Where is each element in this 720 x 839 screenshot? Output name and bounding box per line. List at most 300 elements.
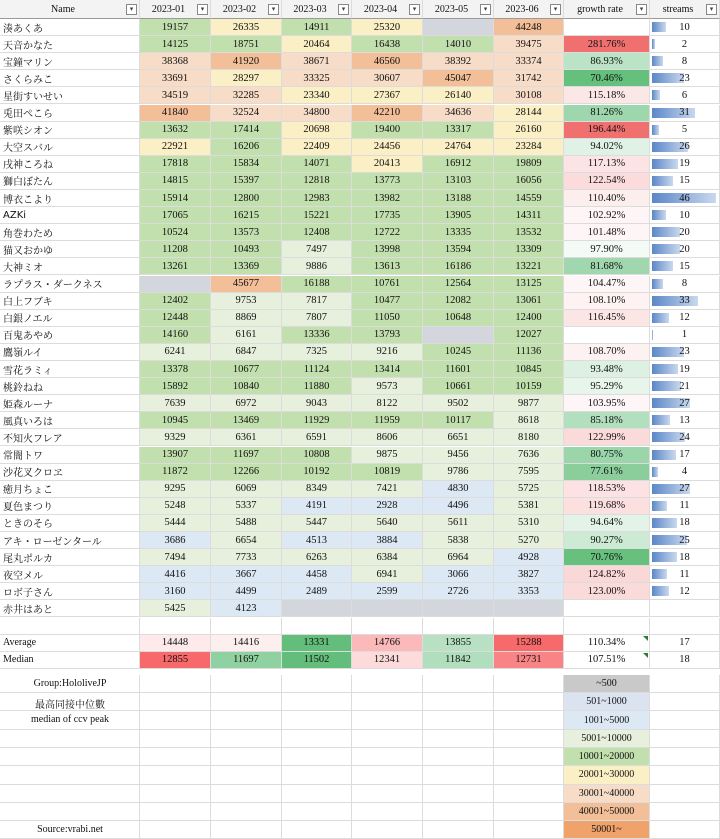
month-value-cell [423, 549, 494, 566]
growth-rate-cell [564, 532, 650, 549]
month-value-cell [211, 139, 282, 156]
cell-text: 18 [679, 517, 690, 529]
month-value-cell [211, 515, 282, 532]
growth-rate-cell [564, 36, 650, 53]
member-name [0, 361, 140, 378]
month-value-cell [211, 464, 282, 481]
cell-text: 16215 [232, 209, 260, 221]
month-value-cell [211, 70, 282, 87]
cell-text: 6654 [235, 534, 257, 546]
member-name [0, 293, 140, 310]
cell-text: 13378 [161, 363, 189, 375]
column-header-3[interactable] [282, 0, 352, 19]
cell-text: 10648 [444, 312, 472, 324]
cell-text: 15288 [515, 637, 542, 649]
month-value-cell [211, 293, 282, 310]
cell-text: 4830 [447, 483, 469, 495]
legend-swatch [564, 785, 650, 803]
month-value-cell [352, 276, 423, 293]
blank-cell [140, 803, 211, 821]
cell-text: 13335 [444, 226, 472, 238]
month-value-cell [282, 378, 352, 395]
cell-text: 108.10% [587, 295, 626, 307]
cell-text: 501~1000 [586, 696, 627, 708]
cell-text: 15397 [232, 175, 260, 187]
growth-rate-cell [564, 310, 650, 327]
summary-value-cell [211, 635, 282, 652]
cell-text: 4928 [518, 551, 539, 563]
month-value-cell [494, 498, 564, 515]
cell-text: 桃鈴ねね [3, 382, 43, 394]
month-value-cell [423, 583, 494, 600]
cell-text: 10524 [161, 226, 189, 238]
cell-text: 34800 [303, 107, 330, 119]
month-value-cell [140, 258, 211, 275]
month-value-cell [423, 207, 494, 224]
month-value-cell [352, 583, 423, 600]
blank-cell [564, 618, 650, 635]
streams-cell [650, 464, 720, 481]
cell-text: 姫森ルーナ [3, 399, 53, 411]
cell-text: 8606 [376, 431, 398, 443]
growth-rate-cell [564, 481, 650, 498]
growth-rate-cell [564, 241, 650, 258]
month-value-cell [140, 139, 211, 156]
cell-text: 13773 [373, 175, 401, 187]
streams-cell [650, 122, 720, 139]
month-value-cell [140, 293, 211, 310]
month-value-cell [140, 190, 211, 207]
cell-text: 博衣こより [3, 194, 53, 206]
month-value-cell [494, 70, 564, 87]
month-value-cell [140, 600, 211, 617]
month-value-cell [423, 156, 494, 173]
month-value-cell [423, 412, 494, 429]
streams-cell [650, 310, 720, 327]
streams-data-bar [652, 364, 678, 374]
streams-cell [650, 498, 720, 515]
cell-text: 33 [679, 295, 690, 307]
blank-cell [423, 821, 494, 839]
cell-text: 13594 [444, 243, 472, 255]
month-value-cell [140, 70, 211, 87]
cell-text: 2023-06 [505, 3, 539, 15]
column-header-5[interactable] [423, 0, 494, 19]
growth-rate-cell [564, 498, 650, 515]
month-value-cell [140, 105, 211, 122]
cell-text: 19 [679, 363, 690, 375]
month-value-cell [352, 515, 423, 532]
month-value-cell [282, 276, 352, 293]
month-value-cell [140, 361, 211, 378]
streams-data-bar [652, 125, 659, 135]
cell-text: 281.76% [587, 38, 626, 50]
cell-text: 117.13% [587, 158, 626, 170]
month-value-cell [423, 429, 494, 446]
cell-text: 13369 [232, 260, 260, 272]
cell-text: 102.92% [587, 209, 626, 221]
column-header-8[interactable] [650, 0, 720, 19]
cell-text: 110.40% [587, 192, 626, 204]
cell-text: 12448 [161, 312, 189, 324]
summary-value-cell [423, 652, 494, 669]
cell-text: 93.48% [590, 363, 623, 375]
cell-text: 12731 [515, 654, 542, 666]
blank-cell [494, 730, 564, 748]
month-value-cell [352, 532, 423, 549]
cell-text: 17414 [232, 124, 260, 136]
growth-rate-cell [564, 224, 650, 241]
month-value-cell [282, 327, 352, 344]
column-header-2[interactable] [211, 0, 282, 19]
month-value-cell [494, 19, 564, 36]
cell-text: 5611 [447, 517, 469, 529]
cell-text: 44248 [515, 21, 542, 33]
filter-dropdown-icon[interactable]: ▾ [338, 4, 349, 15]
month-value-cell [282, 53, 352, 70]
cell-text: 38368 [161, 55, 189, 67]
cell-text: 赤井はあと [3, 604, 53, 616]
month-value-cell [352, 566, 423, 583]
filter-dropdown-icon[interactable]: ▾ [550, 4, 561, 15]
blank-cell [494, 821, 564, 839]
column-header-0[interactable] [0, 0, 140, 19]
filter-dropdown-icon[interactable]: ▾ [636, 4, 647, 15]
cell-text: 6847 [235, 346, 257, 358]
cell-text: 6361 [235, 431, 257, 443]
cell-text: 23 [679, 72, 690, 84]
cell-text: Median [3, 654, 34, 666]
cell-text: 20464 [303, 38, 330, 50]
blank-cell [211, 693, 282, 711]
filter-dropdown-icon[interactable]: ▾ [268, 4, 279, 15]
month-value-cell [282, 156, 352, 173]
month-value-cell [423, 395, 494, 412]
growth-rate-cell [564, 583, 650, 600]
month-value-cell [494, 139, 564, 156]
month-value-cell [282, 447, 352, 464]
month-value-cell [494, 122, 564, 139]
month-value-cell [352, 139, 423, 156]
summary-growth-cell [564, 635, 650, 652]
cell-text: 14911 [303, 21, 330, 33]
cell-text: 40001~50000 [578, 806, 635, 818]
column-header-7[interactable] [564, 0, 650, 19]
month-value-cell [211, 276, 282, 293]
streams-cell [650, 549, 720, 566]
month-value-cell [140, 19, 211, 36]
month-value-cell [494, 464, 564, 481]
cell-text: 118.53% [587, 483, 626, 495]
cell-text: 19157 [161, 21, 189, 33]
blank-cell [140, 618, 211, 635]
cell-text: 3686 [164, 534, 186, 546]
month-value-cell [282, 258, 352, 275]
streams-cell [650, 258, 720, 275]
cell-text: 123.00% [587, 585, 626, 597]
month-value-cell [140, 395, 211, 412]
cell-text: 13103 [444, 175, 472, 187]
month-value-cell [140, 156, 211, 173]
cell-text: 97.90% [590, 243, 623, 255]
cell-text: 50001~ [591, 824, 622, 836]
cell-text: 46 [679, 192, 690, 204]
streams-data-bar [652, 22, 666, 32]
cell-text: 7636 [518, 449, 539, 461]
column-header-4[interactable] [352, 0, 423, 19]
month-value-cell [423, 378, 494, 395]
cell-text: 30108 [515, 89, 542, 101]
cell-text: 13 [679, 414, 690, 426]
month-value-cell [494, 429, 564, 446]
cell-text: 7817 [306, 295, 327, 307]
month-value-cell [423, 87, 494, 104]
streams-cell [650, 361, 720, 378]
blank-cell [650, 711, 720, 729]
growth-rate-cell [564, 429, 650, 446]
month-value-cell [282, 429, 352, 446]
cell-text: 23340 [303, 89, 330, 101]
month-value-cell [423, 224, 494, 241]
month-value-cell [282, 207, 352, 224]
streams-cell [650, 344, 720, 361]
streams-data-bar [652, 210, 666, 220]
cell-text: 2928 [376, 500, 398, 512]
member-name [0, 412, 140, 429]
cell-text: 4458 [306, 568, 327, 580]
cell-text: 雪花ラミィ [3, 365, 53, 377]
month-value-cell [494, 173, 564, 190]
cell-text: 12983 [303, 192, 330, 204]
member-name [0, 19, 140, 36]
cell-text: 12818 [303, 175, 330, 187]
cell-text: ~500 [596, 677, 617, 689]
month-value-cell [423, 464, 494, 481]
cell-text: 14125 [161, 38, 189, 50]
cell-text: 9043 [306, 397, 327, 409]
filter-dropdown-icon[interactable]: ▾ [706, 4, 717, 15]
month-value-cell [352, 293, 423, 310]
month-value-cell [494, 327, 564, 344]
cell-text: 13125 [515, 278, 542, 290]
month-value-cell [282, 549, 352, 566]
cell-text: 15834 [232, 158, 260, 170]
month-value-cell [352, 87, 423, 104]
filter-dropdown-icon[interactable]: ▾ [197, 4, 208, 15]
cell-text: 5444 [164, 517, 186, 529]
streams-data-bar [652, 279, 663, 289]
cell-text: 12800 [232, 192, 260, 204]
blank-cell [352, 748, 423, 766]
blank-cell [140, 675, 211, 693]
blank-cell [352, 730, 423, 748]
month-value-cell [211, 583, 282, 600]
cell-text: 1 [681, 329, 688, 341]
month-value-cell [423, 447, 494, 464]
month-value-cell [423, 139, 494, 156]
streams-data-bar [652, 467, 658, 477]
month-value-cell [352, 464, 423, 481]
cell-text: 12400 [515, 312, 542, 324]
streams-data-bar [652, 313, 669, 323]
blank-cell [494, 766, 564, 784]
summary-value-cell [211, 652, 282, 669]
cell-text: 10477 [373, 295, 401, 307]
month-value-cell [352, 53, 423, 70]
streams-data-bar [652, 501, 667, 511]
note-flag-icon [643, 653, 648, 658]
streams-data-bar [652, 569, 667, 579]
cell-text: 14416 [232, 637, 260, 649]
cell-text: 20 [679, 226, 690, 238]
cell-text: 11208 [162, 243, 188, 255]
cell-text: 11 [679, 500, 690, 512]
cell-text: 百鬼あやめ [3, 331, 53, 343]
cell-text: 4123 [235, 602, 257, 614]
filter-dropdown-icon[interactable]: ▾ [409, 4, 420, 15]
cell-text: 14766 [373, 637, 401, 649]
month-value-cell [140, 549, 211, 566]
cell-text: 7325 [306, 346, 327, 358]
cell-text: 獅白ぼたん [3, 177, 53, 189]
cell-text: 15 [679, 175, 690, 187]
month-value-cell [494, 532, 564, 549]
cell-text: 122.99% [587, 431, 626, 443]
cell-text: 80.75% [590, 449, 623, 461]
growth-rate-cell [564, 361, 650, 378]
cell-text: 41920 [232, 55, 260, 67]
month-value-cell [494, 549, 564, 566]
cell-text: 19809 [515, 158, 542, 170]
cell-text: 13061 [515, 295, 542, 307]
growth-rate-cell [564, 344, 650, 361]
cell-text: 77.61% [590, 466, 623, 478]
cell-text: 9329 [164, 431, 186, 443]
blank-cell [282, 821, 352, 839]
summary-value-cell [423, 635, 494, 652]
cell-text: 18751 [232, 38, 260, 50]
blank-cell [211, 730, 282, 748]
month-value-cell [211, 207, 282, 224]
month-value-cell [211, 447, 282, 464]
column-header-1[interactable] [140, 0, 211, 19]
cell-text: 4496 [447, 500, 469, 512]
month-value-cell [423, 293, 494, 310]
month-value-cell [211, 190, 282, 207]
cell-text: 白上フブキ [3, 297, 53, 309]
cell-text: 8618 [518, 414, 539, 426]
growth-rate-cell [564, 447, 650, 464]
cell-text: 夏色まつり [3, 502, 53, 514]
blank-cell [282, 766, 352, 784]
summary-label [0, 652, 140, 669]
cell-text: 122.54% [587, 175, 626, 187]
summary-value-cell [352, 652, 423, 669]
blank-cell [352, 803, 423, 821]
cell-text: 15914 [161, 192, 189, 204]
cell-text: 16438 [373, 38, 401, 50]
streams-cell [650, 276, 720, 293]
month-value-cell [282, 36, 352, 53]
cell-text: 70.46% [590, 72, 623, 84]
month-value-cell [282, 481, 352, 498]
month-value-cell [140, 310, 211, 327]
blank-cell [423, 748, 494, 766]
cell-text: 兎田ぺこら [3, 109, 53, 121]
filter-dropdown-icon[interactable]: ▾ [480, 4, 491, 15]
cell-text: 10493 [232, 243, 260, 255]
cell-text: 95.29% [590, 380, 623, 392]
month-value-cell [494, 481, 564, 498]
cell-text: 11842 [445, 654, 471, 666]
blank-cell [282, 803, 352, 821]
blank-cell [282, 730, 352, 748]
streams-cell [650, 515, 720, 532]
month-value-cell [282, 566, 352, 583]
growth-rate-cell [564, 276, 650, 293]
growth-rate-cell [564, 105, 650, 122]
cell-text: 11697 [233, 654, 259, 666]
cell-text: 24764 [444, 141, 472, 153]
month-value-cell [282, 310, 352, 327]
cell-text: 38671 [303, 55, 330, 67]
month-value-cell [494, 276, 564, 293]
cell-text: 20 [679, 243, 690, 255]
cell-text: 12266 [232, 466, 260, 478]
cell-text: 17 [679, 637, 690, 649]
month-value-cell [282, 498, 352, 515]
streams-data-bar [652, 227, 680, 237]
cell-text: 10001~20000 [578, 751, 635, 763]
member-name [0, 36, 140, 53]
cell-text: 41840 [161, 107, 189, 119]
month-value-cell [282, 139, 352, 156]
cell-text: 7639 [164, 397, 186, 409]
source-text: Source:vrabi.net [37, 824, 103, 836]
cell-text: 7421 [376, 483, 398, 495]
cell-text: 24 [679, 431, 690, 443]
month-value-cell [282, 241, 352, 258]
growth-rate-cell [564, 293, 650, 310]
cell-text: 11050 [374, 312, 400, 324]
month-value-cell [282, 344, 352, 361]
cell-text: 1001~5000 [583, 714, 630, 726]
filter-dropdown-icon[interactable]: ▾ [126, 4, 137, 15]
cell-text: 107.51% [587, 654, 626, 666]
cell-text: 6972 [235, 397, 257, 409]
growth-rate-cell [564, 566, 650, 583]
month-value-cell [140, 515, 211, 532]
blank-cell [352, 618, 423, 635]
month-value-cell [140, 583, 211, 600]
cell-text: 10117 [445, 414, 471, 426]
member-name [0, 70, 140, 87]
month-value-cell [352, 378, 423, 395]
column-header-6[interactable] [494, 0, 564, 19]
legend-swatch [564, 675, 650, 693]
cell-text: 10945 [161, 414, 189, 426]
member-name [0, 566, 140, 583]
cell-text: 11697 [233, 449, 259, 461]
cell-text: 32524 [232, 107, 260, 119]
cell-text: 10661 [444, 380, 472, 392]
cell-text: 13469 [232, 414, 260, 426]
blank-cell [211, 803, 282, 821]
legend-swatch [564, 821, 650, 839]
month-value-cell [352, 447, 423, 464]
month-value-cell [352, 498, 423, 515]
cell-text: 6384 [376, 551, 398, 563]
